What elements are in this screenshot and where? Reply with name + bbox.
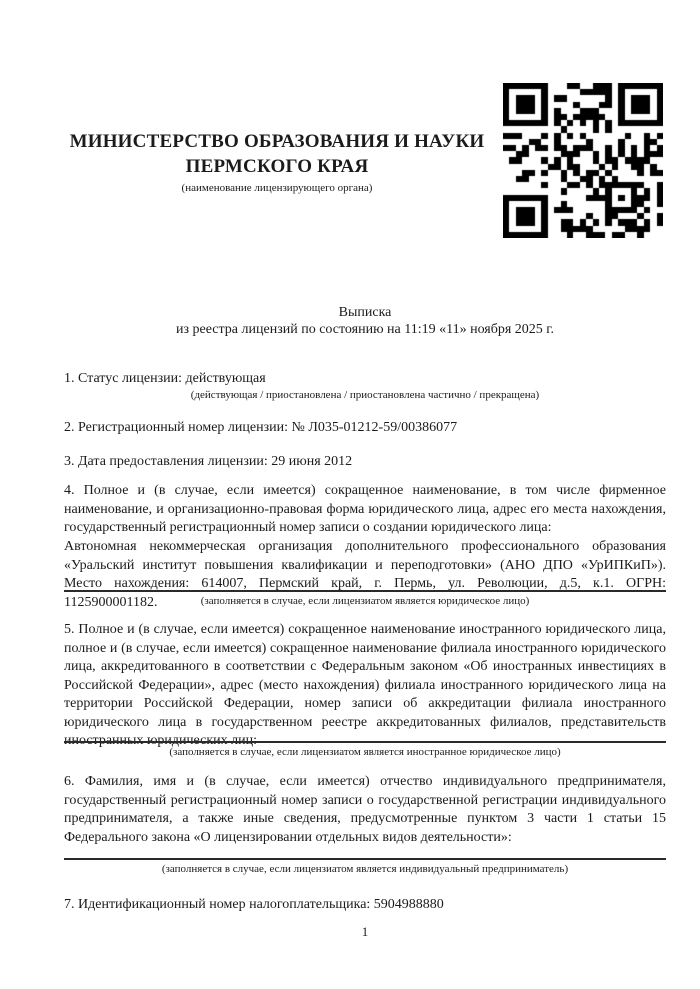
item-1-options-caption: (действующая / приостановлена / приостановлена частично / прекращена) xyxy=(190,389,540,401)
item-5-foreign-entity-label: 5. Полное и (в случае, если имеется) сокращенное наименование иностранного юридического лица, полное и (в случае, если имеется) сокращенное наименование филиала иностранного юридического лица, аккредитованного в соответствии с Федеральным законом «Об иностранных инвестициях в Российской Федерации», адрес (место нахождения) филиала иностранного юридического лица на территории Российской Федерации, номер записи об аккредитации филиала иностранного юридического лица в государственном реестре аккредитованных филиалов, представительств иностранных юридических лиц: xyxy=(64,622,666,748)
item-4-legal-entity-value: Автономная некоммерческая организация дополнительного профессионального образования «Уральский институт повышения квалификации и переподготовки» (АНО ДПО «УрИПКиП»). Место нахождения: 614007, Пермский край, г. Пермь, ул. Революции, д.5, к.1. ОГРН: 1125900001182. xyxy=(64,539,666,610)
item-4-field-rule xyxy=(64,590,666,592)
item-5-field-rule xyxy=(64,741,666,743)
item-3-license-grant-date: 3. Дата предоставления лицензии: 29 июня 2012 xyxy=(64,454,353,469)
item-4-legal-entity-label: 4. Полное и (в случае, если имеется) сокращенное наименование, в том числе фирменное наименование, и организационно-правовая форма юридического лица, адрес его места нахождения, государственный регистрационный номер записи о создании юридического лица: xyxy=(64,483,666,535)
item-7-taxpayer-id: 7. Идентификационный номер налогоплательщика: 5904988880 xyxy=(64,897,444,912)
item-1-license-status: 1. Статус лицензии: действующая xyxy=(64,371,266,386)
document-title-line1: Выписка xyxy=(338,305,392,320)
licensing-authority-header xyxy=(64,129,490,195)
ministry-name-line1: МИНИСТЕРСТВО ОБРАЗОВАНИЯ И НАУКИ xyxy=(69,131,485,152)
document-title-line2: из реестра лицензий по состоянию на 11:19 «11» ноября 2025 г. xyxy=(176,321,554,337)
item-6-field-rule xyxy=(64,858,666,860)
item-5-fill-caption: (заполняется в случае, если лицензиатом является иностранное юридическое лицо) xyxy=(169,746,561,758)
licensing-authority-caption: (наименование лицензирующего органа) xyxy=(181,182,373,194)
page-number: 1 xyxy=(361,924,369,939)
document-title xyxy=(64,305,666,338)
item-2-registration-number: 2. Регистрационный номер лицензии: № Л035-01212-59/00386077 xyxy=(64,420,458,435)
item-4-fill-caption: (заполняется в случае, если лицензиатом является юридическое лицо) xyxy=(200,595,530,607)
item-6-entrepreneur-label: 6. Фамилия, имя и (в случае, если имеется) отчество индивидуального предпринимателя, государственный регистрационный номер записи о государственной регистрации индивидуального предпринимателя, а также иные сведения, предусмотренные пунктом 3 части 1 статьи 15 Федерального закона «О лицензировании отдельных видов деятельности»: xyxy=(64,774,666,845)
item-6-fill-caption: (заполняется в случае, если лицензиатом является индивидуальный предприниматель) xyxy=(161,863,569,875)
qr-code-icon xyxy=(503,83,663,238)
ministry-name-line2: ПЕРМСКОГО КРАЯ xyxy=(185,156,369,177)
